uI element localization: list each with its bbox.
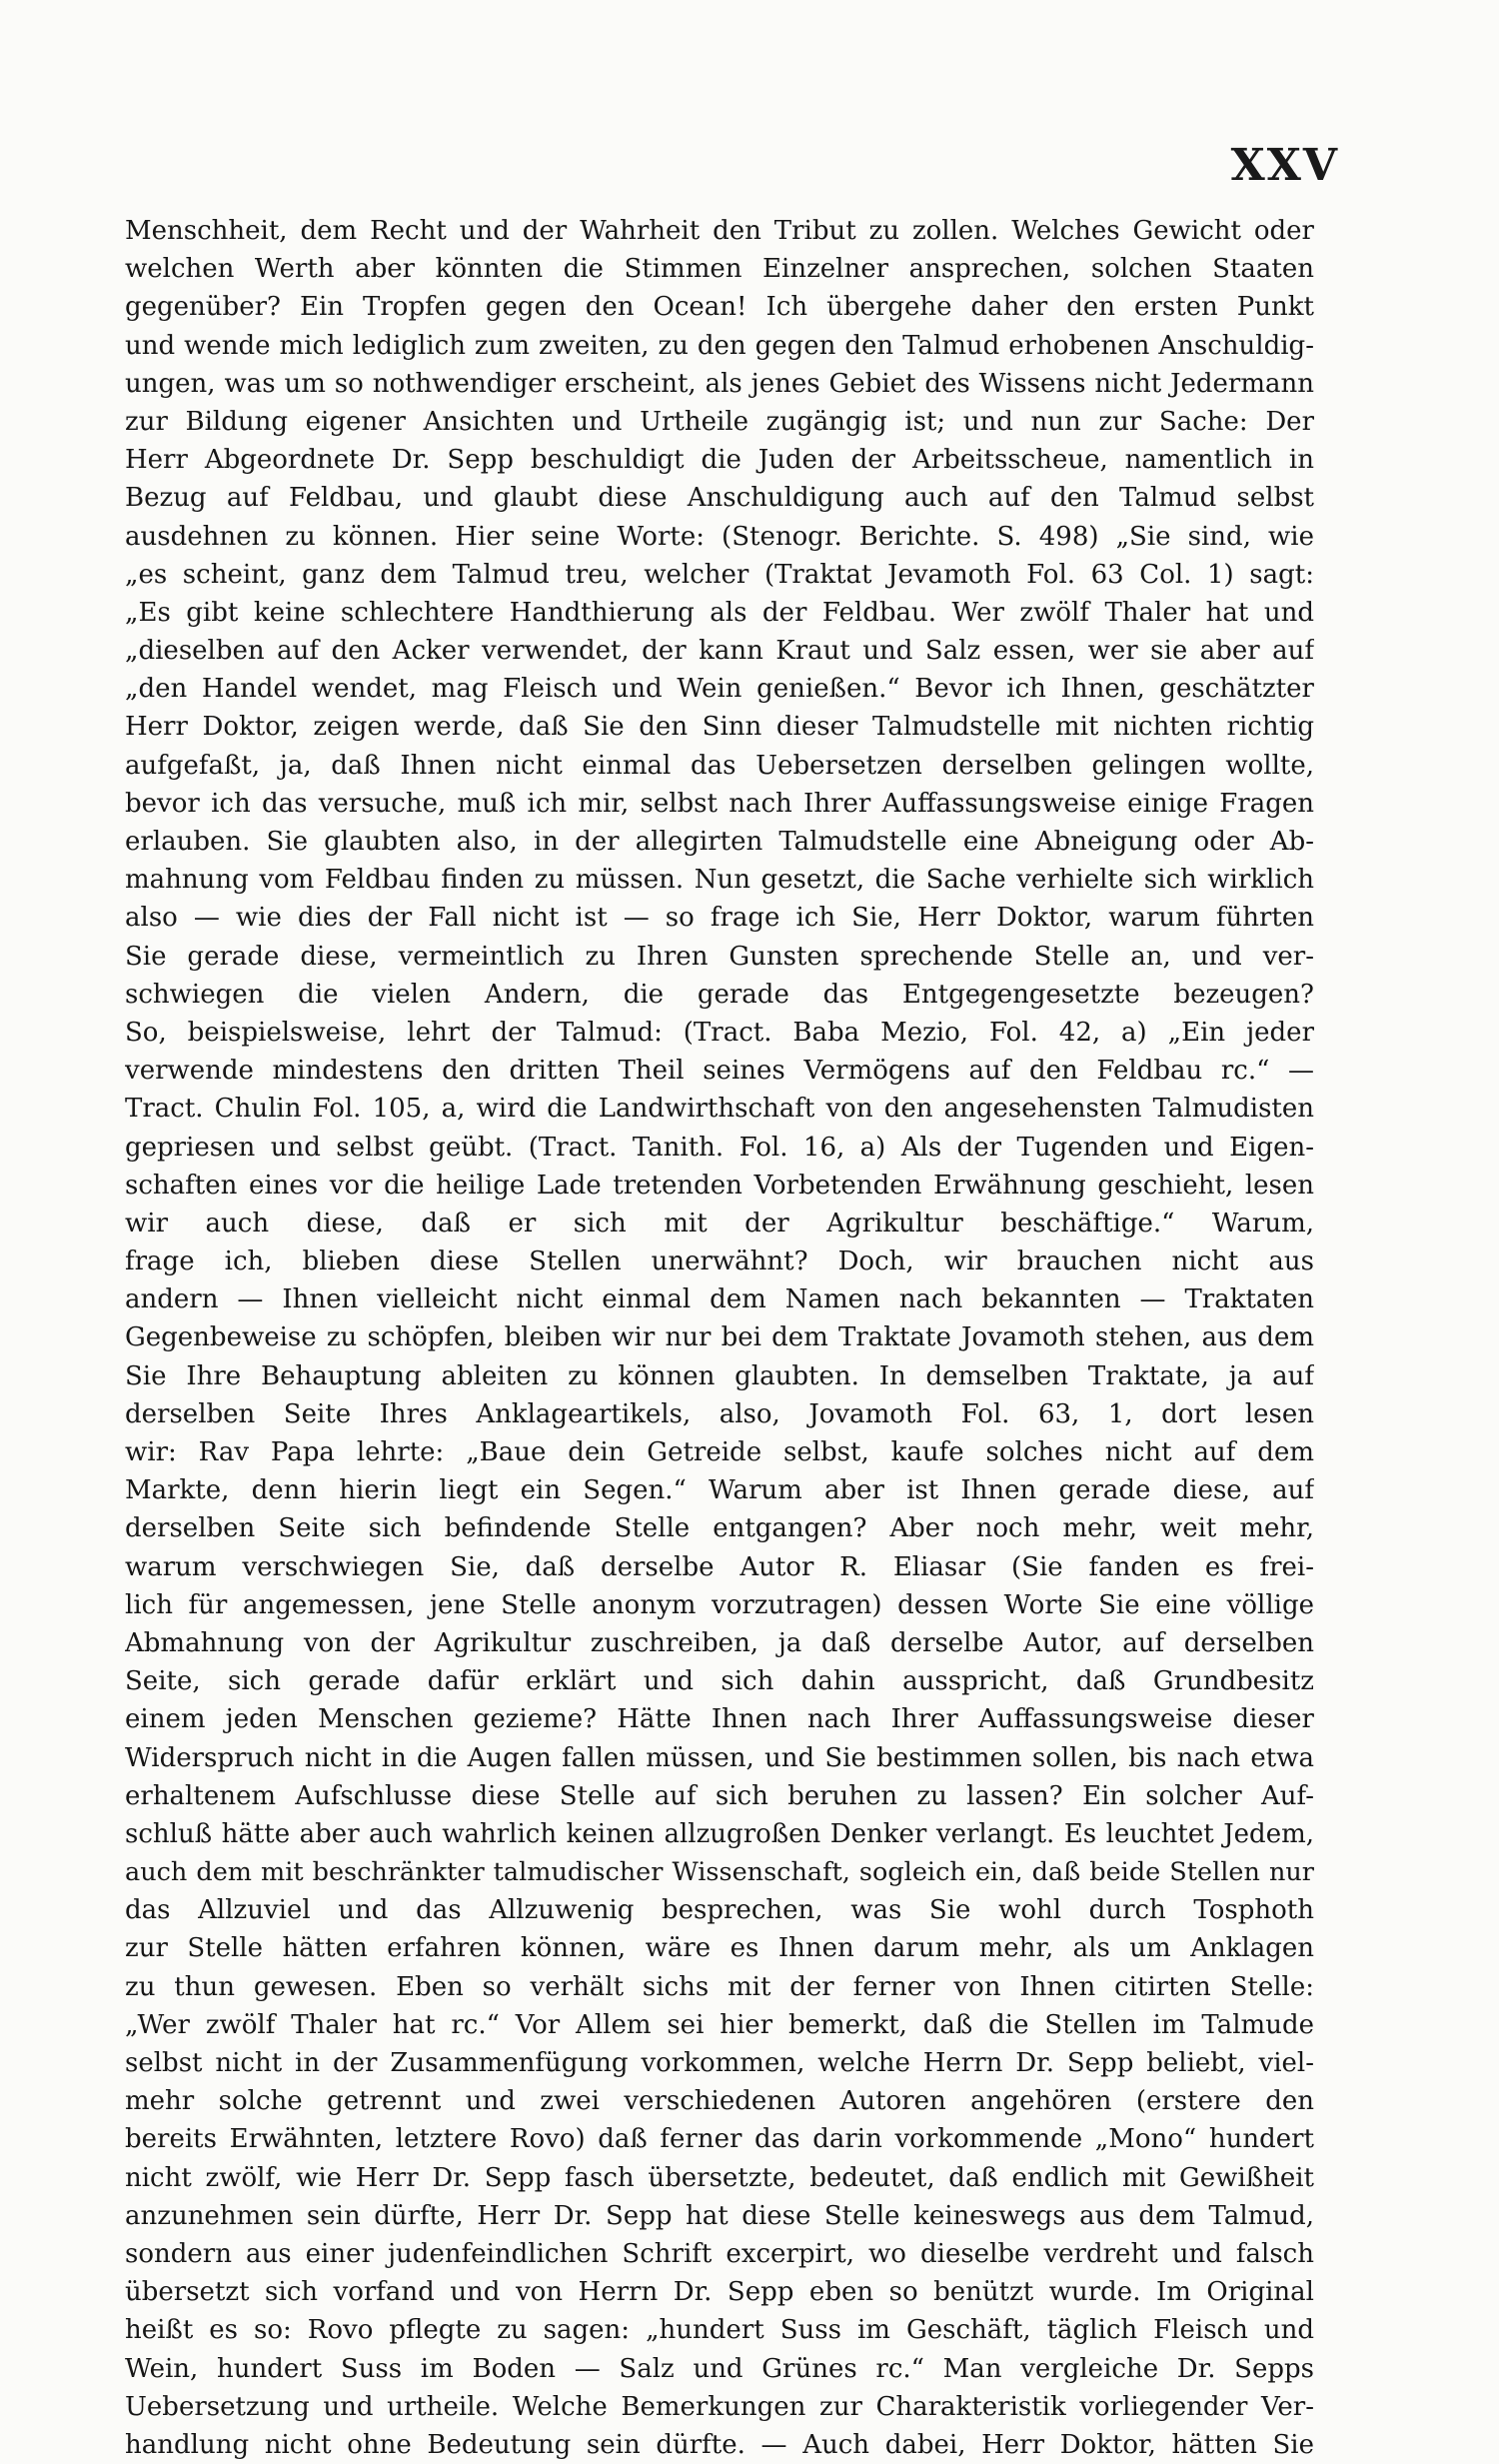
text-line: erhaltenem Aufschlusse diese Stelle auf sich beruhen zu lassen? Ein solcher Auf- xyxy=(125,1780,1314,1811)
body-text xyxy=(125,212,1314,2464)
text-line: und wende mich lediglich zum zweiten, zu den gegen den Talmud erhobenen Anschuldig- xyxy=(125,330,1314,361)
text-line: ausdehnen zu können. Hier seine Worte: (Stenogr. Berichte. S. 498) „Sie sind, wie xyxy=(125,521,1314,552)
text-line: handlung nicht ohne Bedeutung sein dürfte. — Auch dabei, Herr Doktor, hätten Sie xyxy=(125,2429,1314,2460)
text-line: schluß hätte aber auch wahrlich keinen allzugroßen Denker verlangt. Es leuchtet Jedem, xyxy=(125,1818,1314,1849)
text-line: So, beispielsweise, lehrt der Talmud: (Tract. Baba Mezio, Fol. 42, a) „Ein jeder xyxy=(125,1017,1314,1048)
text-line: schwiegen die vielen Andern, die gerade das Entgegengesetzte bezeugen? xyxy=(125,979,1314,1010)
text-line: Wein, hundert Suss im Boden — Salz und Grünes rc.“ Man vergleiche Dr. Sepps xyxy=(125,2353,1314,2384)
text-line: Tract. Chulin Fol. 105, a, wird die Landwirthschaft von den angesehensten Talmudisten xyxy=(125,1094,1314,1125)
text-line: Sie Ihre Behauptung ableiten zu können glaubten. In demselben Traktate, ja auf xyxy=(125,1360,1314,1391)
text-line: Uebersetzung und urtheile. Welche Bemerkungen zur Charakteristik vorliegender Ver- xyxy=(125,2391,1314,2422)
text-line: anzunehmen sein dürfte, Herr Dr. Sepp hat diese Stelle keineswegs aus dem Talmud, xyxy=(125,2200,1314,2231)
text-line: Sie gerade diese, vermeintlich zu Ihren Gunsten sprechende Stelle an, und ver- xyxy=(125,941,1314,972)
text-line: „dieselben auf den Acker verwendet, der kann Kraut und Salz essen, wer sie aber auf xyxy=(125,636,1314,667)
text-line: gepriesen und selbst geübt. (Tract. Tanith. Fol. 16, a) Als der Tugenden und Eigen- xyxy=(125,1132,1314,1163)
text-line: Herr Abgeordnete Dr. Sepp beschuldigt die Juden der Arbeitsscheue, namentlich in xyxy=(125,445,1314,476)
text-line: gegenüber? Ein Tropfen gegen den Ocean! Ich übergehe daher den ersten Punkt xyxy=(125,292,1314,323)
text-line: zu thun gewesen. Eben so verhält sichs mit der ferner von Ihnen citirten Stelle: xyxy=(125,1971,1314,2002)
text-line: verwende mindestens den dritten Theil seines Vermögens auf den Feldbau rc.“ — xyxy=(125,1056,1314,1087)
text-line: welchen Werth aber könnten die Stimmen Einzelner ansprechen, solchen Staaten xyxy=(125,254,1314,285)
text-line: wir auch diese, daß er sich mit der Agrikultur beschäftige.“ Warum, xyxy=(125,1208,1314,1238)
text-line: frage ich, blieben diese Stellen unerwähnt? Doch, wir brauchen nicht aus xyxy=(125,1246,1314,1277)
text-line: Widerspruch nicht in die Augen fallen müssen, und Sie bestimmen sollen, bis nach etwa xyxy=(125,1742,1314,1773)
text-line: schaften eines vor die heilige Lade tretenden Vorbetenden Erwähnung geschieht, lesen xyxy=(125,1170,1314,1201)
page-number: XXV xyxy=(1230,140,1339,191)
text-line: mahnung vom Feldbau finden zu müssen. Nun gesetzt, die Sache verhielte sich wirklich xyxy=(125,865,1314,896)
text-line: Menschheit, dem Recht und der Wahrheit den Tribut zu zollen. Welches Gewicht oder xyxy=(125,216,1314,246)
text-line: Bezug auf Feldbau, und glaubt diese Anschuldigung auch auf den Talmud selbst xyxy=(125,483,1314,514)
text-line: derselben Seite sich befindende Stelle entgangen? Aber noch mehr, weit mehr, xyxy=(125,1513,1314,1544)
text-line: heißt es so: Rovo pflegte zu sagen: „hundert Suss im Geschäft, täglich Fleisch und xyxy=(125,2315,1314,2346)
text-line: Markte, denn hierin liegt ein Segen.“ Warum aber ist Ihnen gerade diese, auf xyxy=(125,1475,1314,1506)
text-line: Abmahnung von der Agrikultur zuschreiben, ja daß derselbe Autor, auf derselben xyxy=(125,1627,1314,1658)
text-line: bevor ich das versuche, muß ich mir, selbst nach Ihrer Auffassungsweise einige Fragen xyxy=(125,788,1314,819)
text-line: zur Bildung eigener Ansichten und Urtheile zugängig ist; und nun zur Sache: Der xyxy=(125,406,1314,437)
text-line: nicht zwölf, wie Herr Dr. Sepp fasch übersetzte, bedeutet, daß endlich mit Gewißheit xyxy=(125,2162,1314,2193)
text-line: „Wer zwölf Thaler hat rc.“ Vor Allem sei hier bemerkt, daß die Stellen im Talmude xyxy=(125,2009,1314,2040)
text-line: das Allzuviel und das Allzuwenig besprechen, was Sie wohl durch Tosphoth xyxy=(125,1895,1314,1926)
text-line: aufgefaßt, ja, daß Ihnen nicht einmal das Uebersetzen derselben gelingen wollte, xyxy=(125,750,1314,781)
text-line: warum verschwiegen Sie, daß derselbe Autor R. Eliasar (Sie fanden es frei- xyxy=(125,1551,1314,1582)
text-line: Gegenbeweise zu schöpfen, bleiben wir nur bei dem Traktate Jovamoth stehen, aus dem xyxy=(125,1322,1314,1353)
text-line: selbst nicht in der Zusammenfügung vorkommen, welche Herrn Dr. Sepp beliebt, viel- xyxy=(125,2048,1314,2078)
text-line: mehr solche getrennt und zwei verschiedenen Autoren angehören (erstere den xyxy=(125,2086,1314,2117)
text-line: Herr Doktor, zeigen werde, daß Sie den Sinn dieser Talmudstelle mit nichten richtig xyxy=(125,712,1314,743)
text-line: auch dem mit beschränkter talmudischer Wissenschaft, sogleich ein, daß beide Stellen nur xyxy=(125,1857,1314,1888)
text-line: erlauben. Sie glaubten also, in der allegirten Talmudstelle eine Abneigung oder Ab- xyxy=(125,827,1314,857)
text-line: zur Stelle hätten erfahren können, wäre es Ihnen darum mehr, als um Anklagen xyxy=(125,1933,1314,1964)
text-line: andern — Ihnen vielleicht nicht einmal dem Namen nach bekannten — Traktaten xyxy=(125,1284,1314,1315)
text-line: „es scheint, ganz dem Talmud treu, welcher (Traktat Jevamoth Fol. 63 Col. 1) sagt: xyxy=(125,559,1314,590)
text-line: also — wie dies der Fall nicht ist — so frage ich Sie, Herr Doktor, warum führten xyxy=(125,903,1314,934)
text-line: ungen, was um so nothwendiger erscheint, als jenes Gebiet des Wissens nicht Jedermann xyxy=(125,368,1314,399)
text-line: bereits Erwähnten, letztere Rovo) daß ferner das darin vorkommende „Mono“ hundert xyxy=(125,2124,1314,2155)
text-line: sondern aus einer judenfeindlichen Schrift excerpirt, wo dieselbe verdreht und falsch xyxy=(125,2238,1314,2269)
text-line: wir: Rav Papa lehrte: „Baue dein Getreide selbst, kaufe solches nicht auf dem xyxy=(125,1437,1314,1467)
text-line: „Es gibt keine schlechtere Handthierung als der Feldbau. Wer zwölf Thaler hat und xyxy=(125,597,1314,628)
text-line: derselben Seite Ihres Anklageartikels, also, Jovamoth Fol. 63, 1, dort lesen xyxy=(125,1398,1314,1429)
text-line: „den Handel wendet, mag Fleisch und Wein genießen.“ Bevor ich Ihnen, geschätzter xyxy=(125,674,1314,705)
text-line: übersetzt sich vorfand und von Herrn Dr. Sepp eben so benützt wurde. Im Original xyxy=(125,2277,1314,2308)
text-line: Seite, sich gerade dafür erklärt und sich dahin ausspricht, daß Grundbesitz xyxy=(125,1666,1314,1697)
text-line: lich für angemessen, jene Stelle anonym vorzutragen) dessen Worte Sie eine völlige xyxy=(125,1589,1314,1620)
text-line: einem jeden Menschen gezieme? Hätte Ihnen nach Ihrer Auffassungsweise dieser xyxy=(125,1704,1314,1735)
